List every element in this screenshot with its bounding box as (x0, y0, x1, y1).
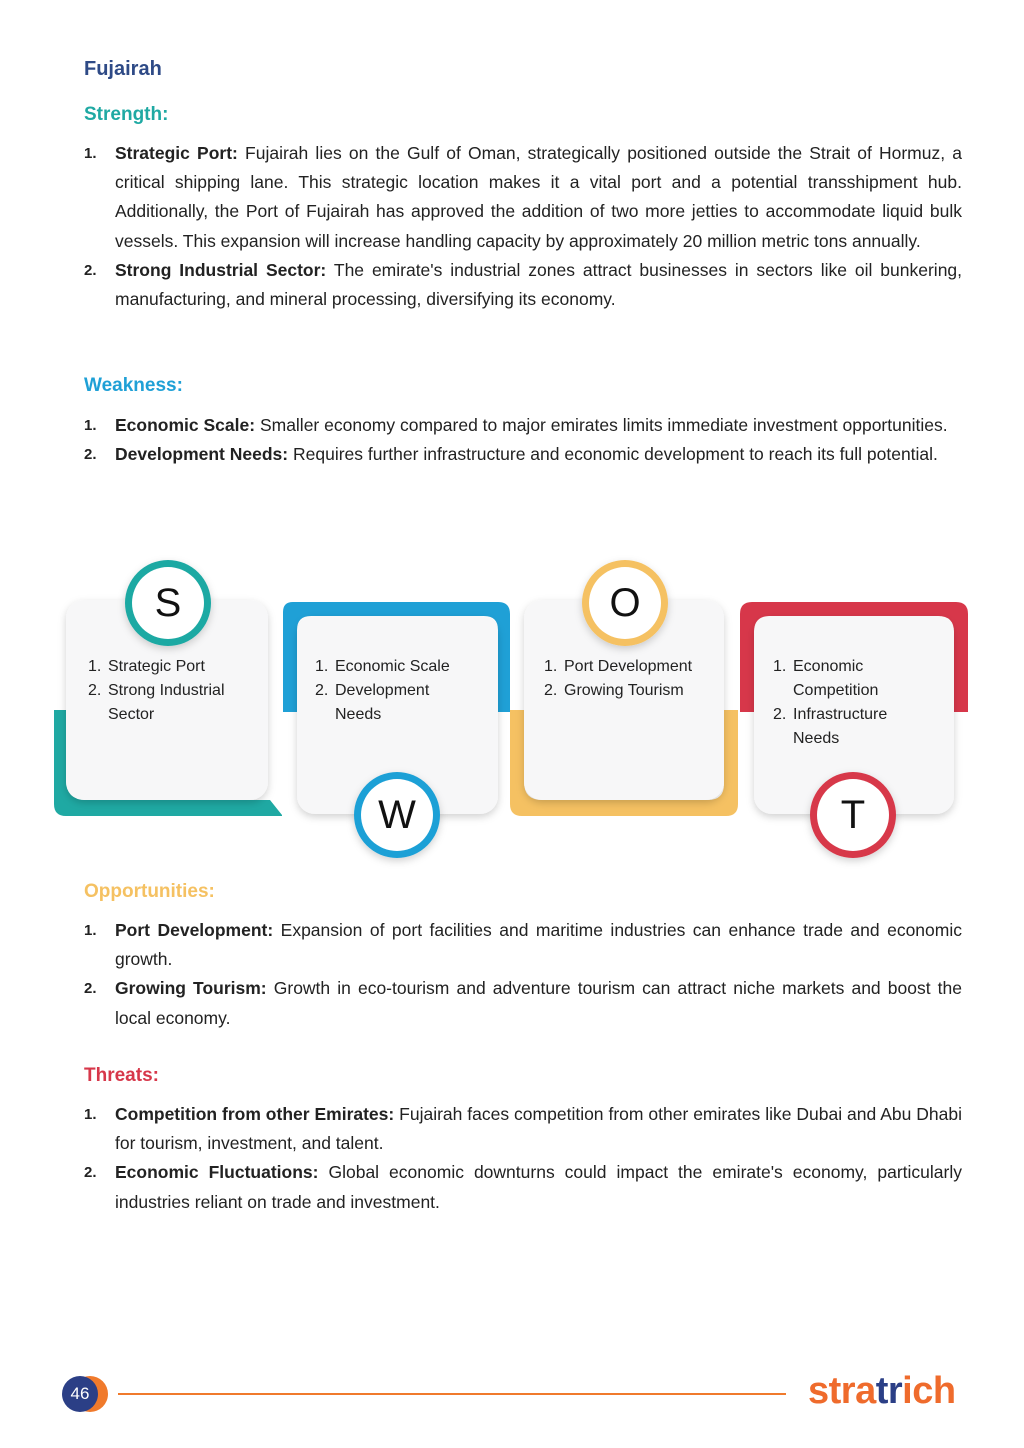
list-item: 2. Growing Tourism (544, 682, 684, 699)
list-item: 2. Growing Tourism: Growth in eco-tourism and adventure tourism can attract niche markets and boost the local economy. (84, 978, 962, 1028)
list-item: 1. Strategic Port: Fujairah lies on the Gulf of Oman, strategically positioned outside the Strait of Hormuz, a critical shipping lane. This strategic location makes it a vital port and a potential transshipment hub. Additionally, the Port of Fujairah has approved the addition of two more jetties to accommodate liquid bulk vessels. This expansion will increase handling capacity by approximately 20 million metric tons annually. (84, 143, 962, 251)
t-card-list (773, 655, 898, 751)
list-item: 1. Port Development: Expansion of port facilities and maritime industries can enhance trade and economic growth. (84, 920, 962, 970)
w-letter: W (361, 779, 433, 851)
list-item: 1. Port Development (544, 658, 693, 675)
list-item: 2. Strong Industrial Sector: The emirate's industrial zones attract businesses in sectors like oil bunkering, manufacturing, and mineral processing, diversifying its economy. (84, 259, 963, 310)
t-letter: T (817, 779, 889, 851)
list-item: 1. Economic Competition (773, 658, 879, 699)
list-item: 1. Economic Scale: Smaller economy compared to major emirates limits immediate investment opportunities. (84, 415, 948, 435)
o-letter: O (589, 567, 661, 639)
list-item: 2. Development Needs (315, 682, 430, 723)
opportunities-list (84, 916, 962, 1033)
page-title: Fujairah (84, 58, 162, 80)
weakness-heading: Weakness: (84, 375, 183, 396)
s-card-list (88, 655, 258, 727)
o-card-list (544, 655, 719, 703)
list-item: 2. Development Needs: Requires further infrastructure and economic development to reach its full potential. (84, 444, 938, 465)
list-item: 1. Competition from other Emirates: Fujairah faces competition from other emirates like Dubai and Abu Dhabi for tourism, investment, and talent. (84, 1104, 962, 1154)
list-item: 2. Infrastructure Needs (773, 706, 888, 747)
opportunities-heading: Opportunities: (84, 881, 215, 902)
s-letter: S (132, 567, 204, 639)
list-item: 1. Strategic Port (88, 658, 205, 675)
list-item: 2. Strong Industrial Sector (88, 682, 225, 723)
footer-divider (118, 1393, 786, 1395)
brand-logo: stratrich (808, 1370, 956, 1412)
w-card-list (315, 655, 485, 727)
threats-heading: Threats: (84, 1065, 159, 1086)
strength-heading: Strength: (84, 104, 169, 125)
threats-list (84, 1100, 962, 1217)
list-item: 1. Economic Scale (315, 658, 450, 675)
list-item: 2. Economic Fluctuations: Global economic downturns could impact the emirate's economy, particularly industries reliant on trade and investment. (84, 1162, 962, 1212)
page-number: 46 (62, 1376, 98, 1412)
